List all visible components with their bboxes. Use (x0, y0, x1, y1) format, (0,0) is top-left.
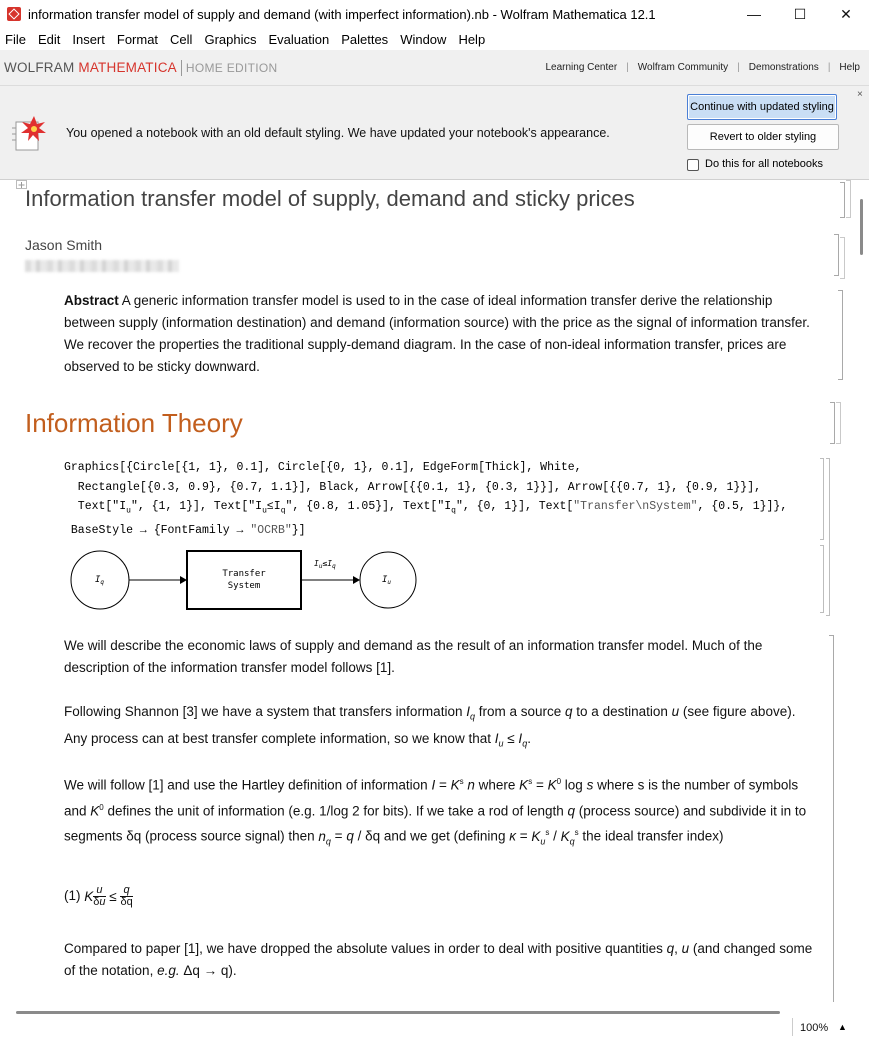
maximize-button[interactable]: ☐ (793, 5, 807, 22)
code-line-2: Rectangle[{0.3, 0.9}, {0.7, 1.1}], Black, Arrow[{{0.1, 1}, {0.3, 1}}], Arrow[{{0.7, 1}, {0.9, 1}}], (64, 480, 762, 494)
abstract-text: A generic information transfer model is used to in the case of ideal information transfer derive the relationship between supply (information destination) and demand (information source) with the price as the signal of information transfer. We recover the properties the traditional supply-demand diagram. In the case of non-ideal information transfer, prices are observed to be sticky downward. (64, 293, 810, 374)
menu-file[interactable]: File (5, 31, 26, 47)
link-demonstrations[interactable]: Demonstrations (748, 62, 819, 73)
notice-message: You opened a notebook with an old default styling. We have updated your notebook's appearance. (66, 126, 610, 140)
output-graphic[interactable] (64, 548, 424, 623)
equation-1[interactable]: (1) $K\frac{u}{\delta u} \le \frac{q}{\delta q}$ (64, 884, 133, 908)
vertical-scrollbar[interactable] (857, 180, 869, 1002)
brand-edition: HOME EDITION (185, 60, 278, 75)
arrow-label: $I_u\le I_q$ (314, 559, 336, 570)
io-group-bracket[interactable] (826, 458, 830, 616)
zoom-up-icon[interactable]: ▲ (838, 1022, 847, 1032)
link-help[interactable]: Help (839, 62, 860, 73)
link-learning-center[interactable]: Learning Center (545, 62, 618, 73)
window-title: information transfer model of supply and demand (with imperfect information).nb - Wolfram Mathematica 12.1 (28, 6, 656, 22)
input-cell-bracket[interactable] (820, 458, 824, 540)
all-notebooks-checkbox[interactable] (687, 159, 699, 171)
notebook-author[interactable]: Jason Smith (25, 237, 103, 253)
status-divider (792, 1018, 793, 1036)
cell-bracket[interactable] (840, 182, 845, 218)
transfer-system-box (187, 551, 301, 609)
group-bracket[interactable] (840, 237, 845, 279)
output-cell-bracket[interactable] (820, 545, 824, 613)
close-button[interactable]: ✕ (840, 5, 852, 22)
menu-help[interactable]: Help (458, 31, 486, 47)
title-bar (0, 0, 869, 28)
notebook-content[interactable] (0, 180, 857, 1002)
zoom-level[interactable]: 100% (800, 1022, 829, 1034)
text-group-bracket[interactable] (829, 635, 834, 1002)
link-divider: | (737, 62, 740, 73)
group-bracket[interactable] (836, 402, 841, 444)
group-bracket[interactable] (846, 180, 851, 218)
text-cell-1[interactable]: We will describe the economic laws of supply and demand as the result of an information transfer model. Much of the description of the information transfer model follows [1]. (64, 638, 763, 675)
menu-palettes[interactable]: Palettes (341, 31, 389, 47)
menu-format[interactable]: Format (116, 31, 159, 47)
minimize-button[interactable]: — (747, 6, 761, 22)
cell-bracket[interactable] (830, 402, 835, 444)
notice-close-icon[interactable]: × (857, 89, 863, 100)
brand-bar (0, 50, 869, 86)
all-notebooks-label: Do this for all notebooks (705, 158, 824, 170)
menu-window[interactable]: Window (400, 31, 447, 47)
source-label: $I_q$ (95, 575, 105, 586)
cell-bracket[interactable] (834, 234, 839, 276)
menu-edit[interactable]: Edit (37, 31, 61, 47)
section-heading[interactable]: Information Theory (25, 408, 243, 438)
redacted-affiliation (25, 260, 179, 272)
abstract-label: Abstract (64, 293, 119, 308)
text-cell-4[interactable]: Compared to paper [1], we have dropped the absolute values in order to deal with positive quantities q, u (and changed some of the notation, e.g. Δq → q). (64, 941, 813, 978)
menu-graphics[interactable]: Graphics (204, 31, 257, 47)
brand-mathematica: MATHEMATICA (78, 60, 177, 75)
abstract-cell[interactable] (64, 290, 814, 378)
continue-styling-button[interactable]: Continue with updated styling (687, 94, 837, 120)
revert-styling-button[interactable]: Revert to older styling (687, 124, 839, 150)
menu-bar (0, 28, 869, 50)
code-line-4: BaseStyle → {FontFamily → "OCRB"}] (64, 523, 306, 537)
menu-insert[interactable]: Insert (72, 31, 105, 47)
status-area (0, 1002, 869, 1038)
notebook-title[interactable]: Information transfer model of supply, demand and sticky prices (25, 186, 635, 211)
brand-divider (181, 60, 182, 76)
code-line-3: $Text["I_u$", {1, 1}], $Text["I_u\le I_q$", {0.8, 1.05}], $Text["I_q$", {0, 1}], Text["Transfer\nSystem", {0.5, 1}]}, (64, 500, 788, 516)
link-divider: | (626, 62, 629, 73)
notebook-update-icon (12, 114, 50, 157)
mathematica-icon (7, 7, 21, 21)
brand-wolfram: WOLFRAM (4, 60, 75, 75)
top-links (545, 50, 860, 85)
menu-cell[interactable]: Cell (170, 31, 193, 47)
destination-label: $I_u$ (382, 575, 392, 586)
link-divider: | (827, 62, 831, 73)
menu-evaluation[interactable]: Evaluation (268, 31, 330, 47)
code-line-1: Graphics[{Circle[{1, 1}, 0.1], Circle[{0, 1}, 0.1], EdgeForm[Thick], White, (64, 461, 582, 474)
text-cell-2[interactable]: Following Shannon [3] we have a system that transfers information $I_q$ from a source q to a destination u (see figure above). Any process can at best transfer complete information, so we know that $I_u \le I_q$. (64, 704, 796, 749)
input-cell[interactable] (64, 458, 787, 540)
vertical-scroll-thumb[interactable] (860, 199, 863, 255)
cell-bracket[interactable] (838, 290, 843, 380)
box-label-line2: System (227, 581, 261, 591)
link-wolfram-community[interactable]: Wolfram Community (637, 62, 729, 73)
text-cell-3[interactable]: We will follow [1] and use the Hartley definition of information $I = K^s$ n where $K^s = K^0$ log s where s is the number of symbols and $K^0$ defines the unit of information (e.g. 1/log 2 for bits). If we take a rod of length q (process source) and subdivide it in to segments δq (process source signal) then $n_q = q / \delta q$ and we get (defining $\kappa = K_u^s / K_q^s$ the ideal transfer index) (64, 777, 807, 847)
horizontal-scroll-thumb[interactable] (16, 1011, 780, 1014)
box-label-line1: Transfer (222, 569, 266, 579)
